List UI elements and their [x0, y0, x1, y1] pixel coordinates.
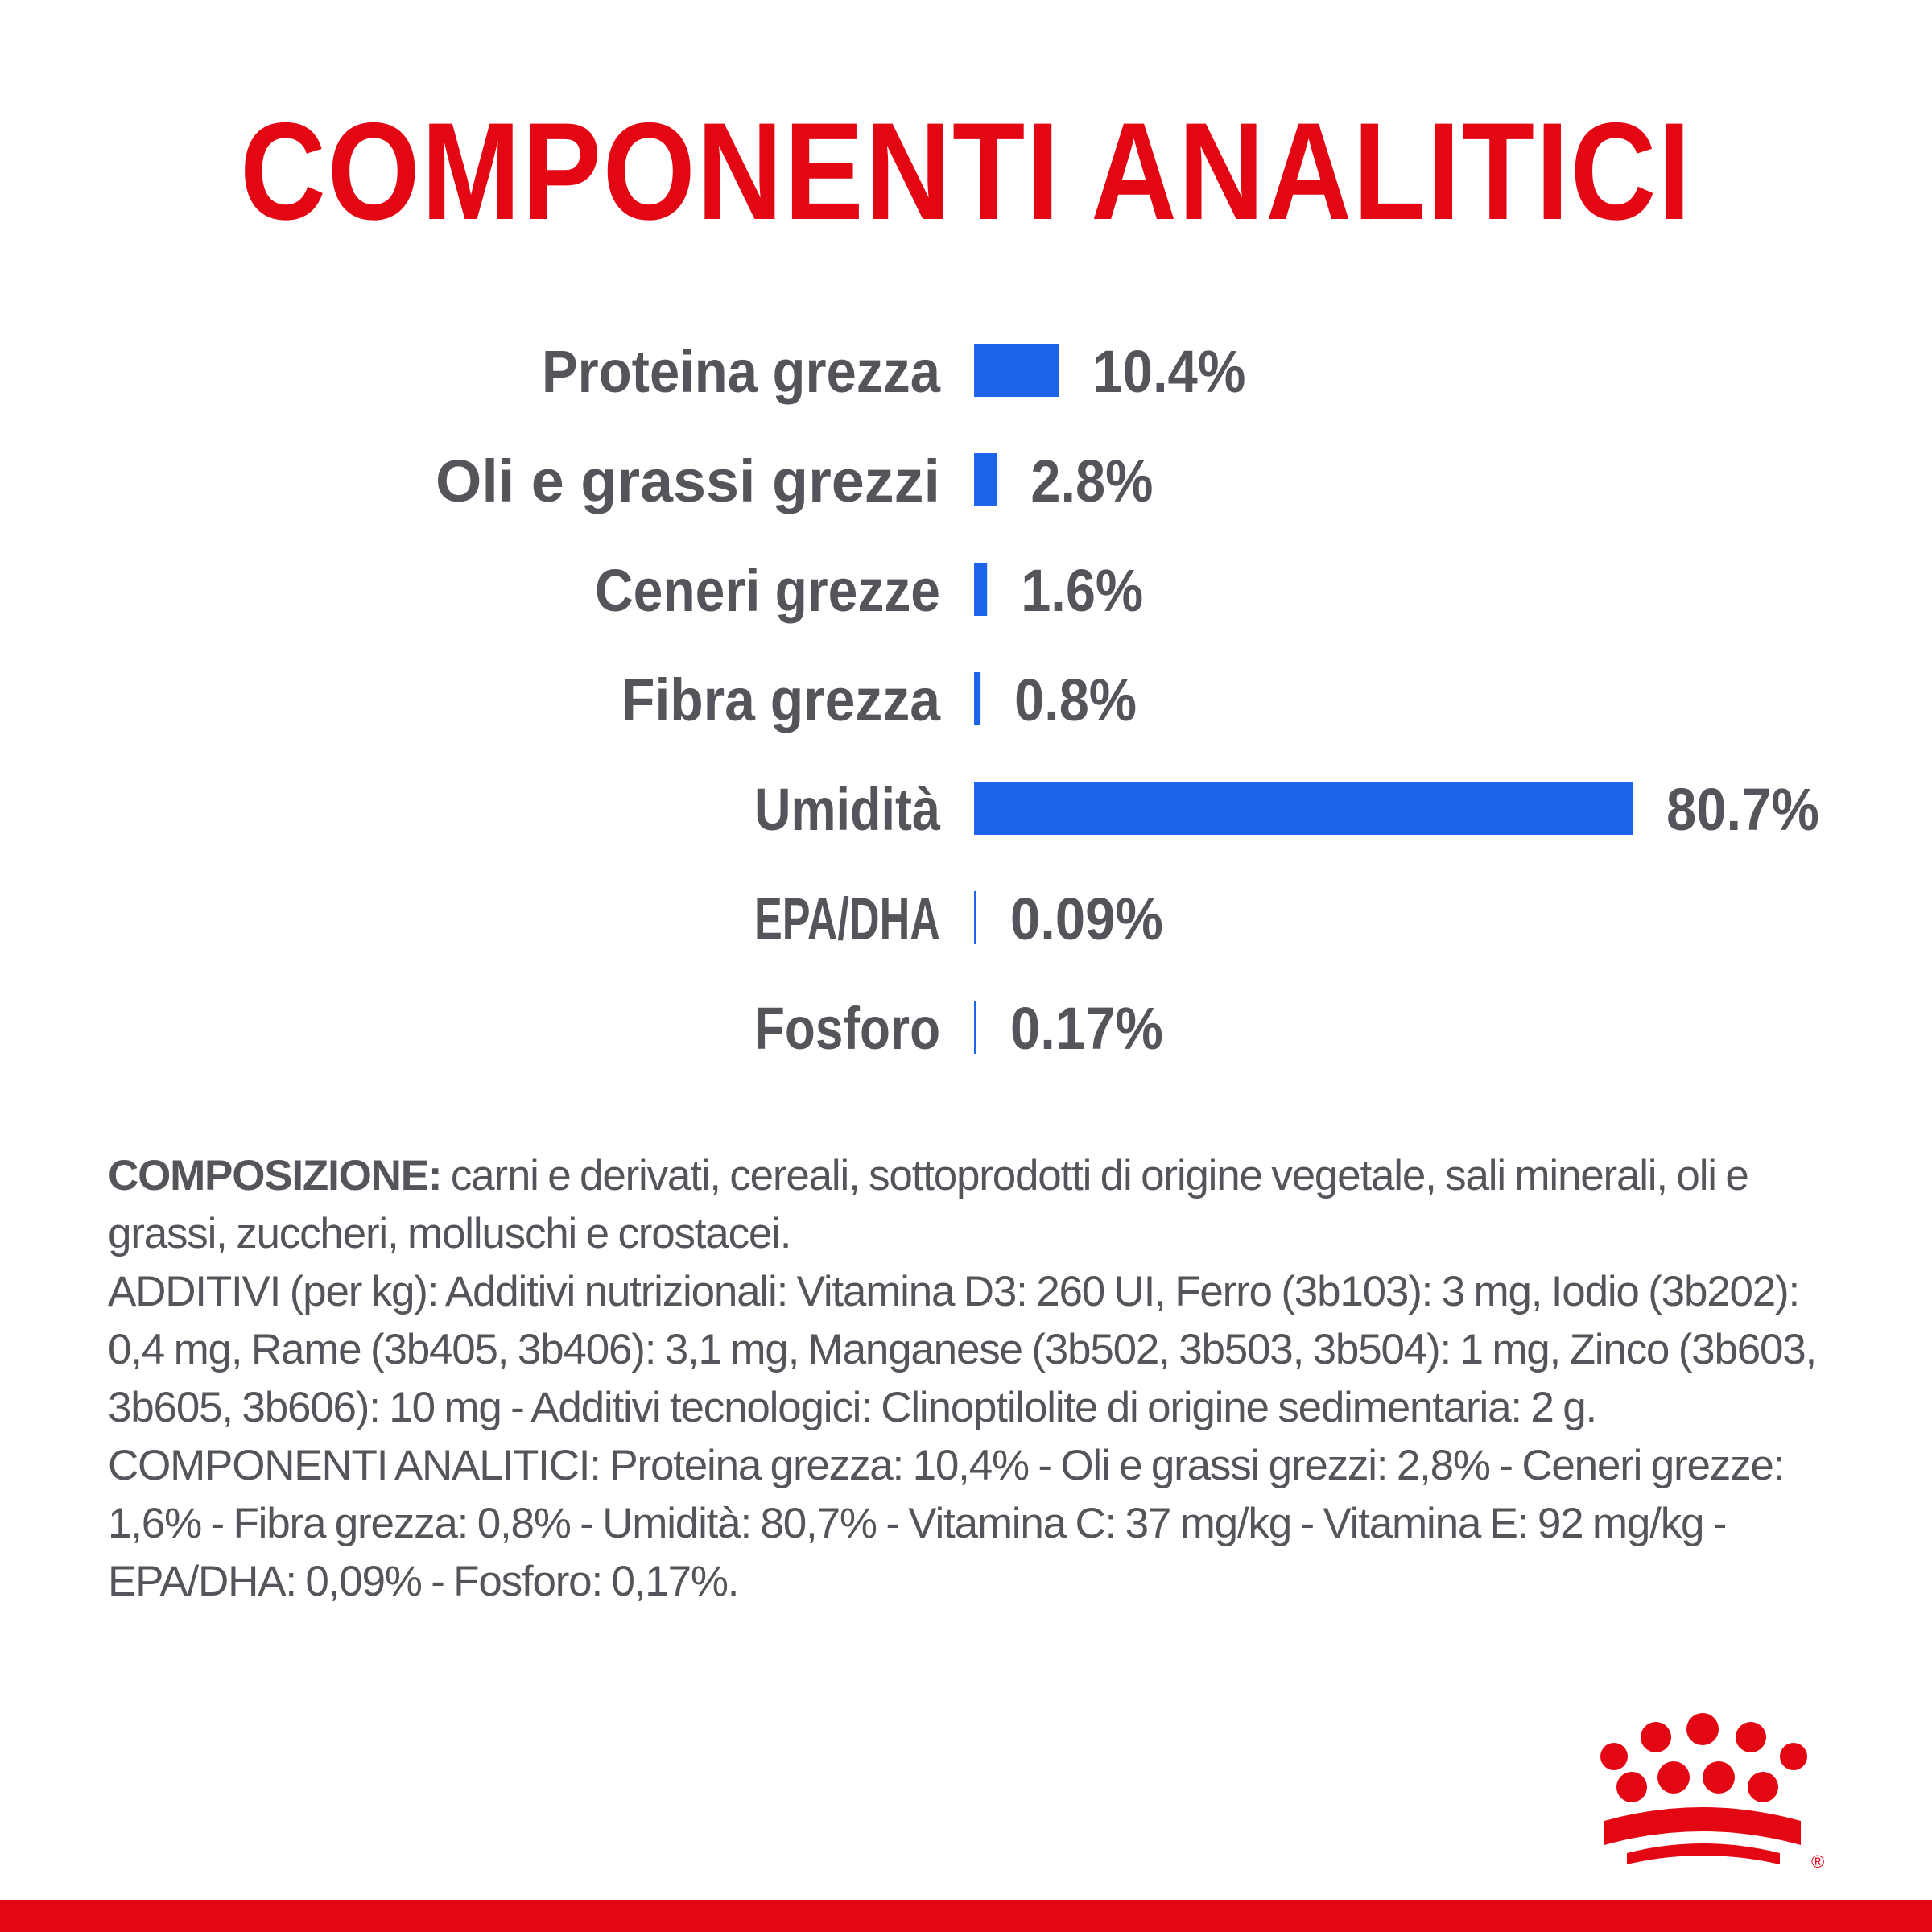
analytical-paragraph: COMPONENTI ANALITICI: Proteina grezza: 10,4% - Oli e grassi grezzi: 2,8% - Ceneri grezze: 1,6% - Fibra grezza: 0,8% - Umidità: 80,7% - Vitamina C: 37 mg/kg - Vitamina E: 92 mg/kg - EPA/DHA: 0,09% - Fosforo: 0,17%.	[108, 1442, 1785, 1605]
crown-dot	[1780, 1743, 1807, 1770]
bar	[974, 453, 997, 506]
bar	[974, 344, 1059, 397]
crown-dot	[1686, 1713, 1719, 1745]
crown-dot	[1641, 1722, 1671, 1752]
category-label: Fibra grezza	[621, 667, 941, 733]
composition-text	[108, 1147, 1839, 1611]
value-label: 0.8%	[1014, 667, 1137, 733]
value-label: 0.17%	[1010, 995, 1163, 1062]
category-label: Fosforo	[754, 995, 940, 1062]
page-title: COMPONENTI ANALITICI	[240, 94, 1692, 249]
category-label: Ceneri grezze	[595, 557, 940, 624]
category-label: EPA/DHA	[754, 886, 940, 952]
crown-dot	[1616, 1772, 1647, 1802]
additives-paragraph: ADDITIVI (per kg): Additivi nutrizionali: Vitamina D3: 260 UI, Ferro (3b103): 3 mg, Iodio (3b202): 0,4 mg, Rame (3b405, 3b406): 3,1 mg, Manganese (3b502, 3b503, 3b504): 1 mg, Zinco (3b603, 3b605, 3b606): 10 mg - Additivi tecnologici: Clinoptilolite di origine sedimentaria: 2 g.	[108, 1268, 1817, 1431]
value-label: 2.8%	[1030, 448, 1154, 514]
value-label: 0.09%	[1010, 886, 1163, 952]
crown-dot	[1657, 1761, 1690, 1794]
crown-band	[1604, 1807, 1801, 1845]
value-label: 10.4%	[1092, 338, 1246, 405]
composition-heading: COMPOSIZIONE:	[108, 1152, 442, 1199]
crown-dot	[1736, 1722, 1766, 1752]
bar	[974, 563, 987, 616]
trademark-symbol: ®	[1811, 1852, 1825, 1872]
crown-dot	[1703, 1761, 1735, 1794]
category-label: Oli e grassi grezzi	[436, 448, 940, 514]
bar	[974, 891, 976, 944]
crown-base	[1627, 1843, 1780, 1864]
royal-canin-crown-logo	[1590, 1707, 1847, 1884]
value-label: 80.7%	[1666, 776, 1819, 843]
category-label: Umidità	[754, 776, 941, 843]
bar	[974, 782, 1633, 835]
category-label: Proteina grezza	[542, 338, 941, 405]
crown-dot	[1600, 1743, 1628, 1770]
bar	[974, 672, 980, 725]
bar	[974, 1001, 976, 1054]
bottom-brand-bar	[0, 1900, 1932, 1932]
ingredients-paragraph	[108, 1147, 1839, 1263]
ingredients-text: carni e derivati, cereali, sottoprodotti di origine vegetale, sali minerali, oli e grassi, zuccheri, molluschi e crostacei.	[108, 1152, 1748, 1257]
crown-dot	[1748, 1772, 1778, 1802]
value-label: 1.6%	[1021, 557, 1144, 624]
